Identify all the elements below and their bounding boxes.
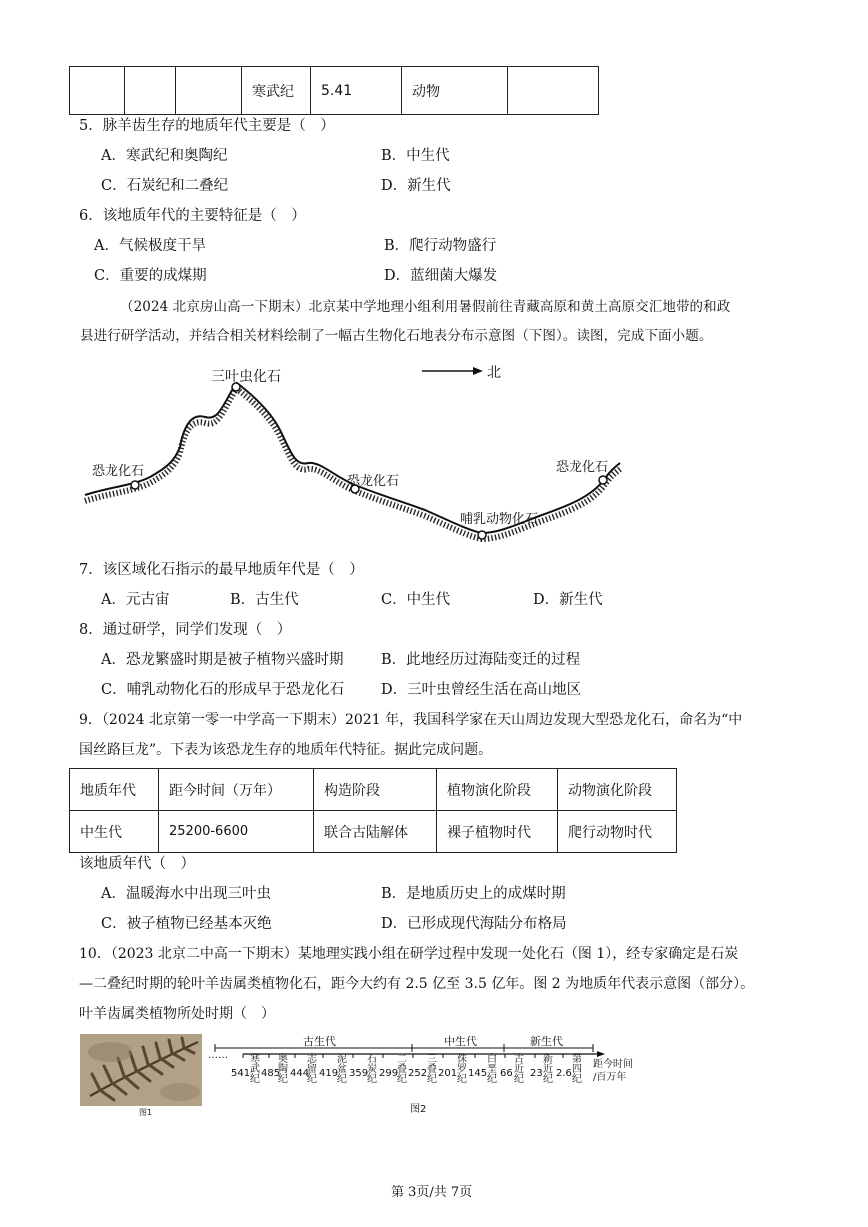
dino-left-point: [131, 481, 139, 489]
q5-stem: 5．脉羊齿生存的地质年代主要是（ ）: [79, 118, 335, 134]
q9-option-d: D．已形成现代海陆分布格局: [381, 916, 567, 932]
period-label: 泥盆纪: [337, 1054, 347, 1085]
age-number: 252: [408, 1068, 428, 1079]
north-label: 北: [487, 365, 501, 381]
table-cell: 裸子植物时代: [437, 811, 558, 853]
q10-line-2: —二叠纪时期的轮叶羊齿属类植物化石，距今大约有 2.5 亿至 3.5 亿年。图 2 为地质年代表示意图（部分）。: [79, 976, 755, 992]
q5-option-b: B．中生代: [381, 148, 450, 164]
dino-right-label: 恐龙化石: [556, 460, 609, 475]
age-number: 23: [530, 1068, 543, 1079]
fossil-distribution-diagram: [80, 355, 640, 550]
age-number: 541: [231, 1068, 251, 1079]
table-header: 动物演化阶段: [558, 769, 677, 811]
fossil-photo: [80, 1034, 202, 1106]
period-label: 二叠纪: [397, 1054, 407, 1085]
age-number: 66: [500, 1068, 513, 1079]
q6-option-b: B．爬行动物盛行: [384, 238, 497, 254]
q7-option-a: A．元古宙: [101, 592, 170, 608]
table-header: 构造阶段: [314, 769, 437, 811]
q6-option-a: A．气候极度干旱: [94, 238, 206, 254]
q9-option-c: C．被子植物已经基本灭绝: [101, 916, 272, 932]
age-number: 2.6: [556, 1068, 572, 1079]
intro-line-1: （2024 北京房山高一下期末）北京某中学地理小组利用暑假前往青藏高原和黄土高原交汇地带的和政: [120, 299, 731, 315]
age-number: 485: [261, 1068, 281, 1079]
period-label: 侏罗纪: [457, 1054, 467, 1085]
period-label: 奥陶纪: [278, 1054, 288, 1085]
q7-stem: 7．该区域化石指示的最早地质年代是（ ）: [79, 562, 364, 578]
table-header: 距今时间（万年）: [159, 769, 314, 811]
q10-line-1: 10．（2023 北京二中高一下期末）某地理实践小组在研学过程中发现一处化石（图 1），经专家确定是石炭: [79, 946, 739, 962]
q9-option-a: A．温暖海水中出现三叶虫: [101, 886, 271, 902]
age-number: 444: [290, 1068, 310, 1079]
axis-label-1: 距今时间: [593, 1059, 633, 1070]
table-cell: 25200-6600: [159, 811, 314, 853]
dino-mid-label: 恐龙化石: [347, 474, 400, 489]
period-label: 石炭纪: [367, 1054, 377, 1085]
q7-option-d: D．新生代: [533, 592, 603, 608]
q10-line-3: 叶羊齿属类植物所处时期（ ）: [79, 1006, 275, 1022]
table-cell: [176, 67, 242, 115]
table-cell: [508, 67, 599, 115]
q6-stem: 6．该地质年代的主要特征是（ ）: [79, 208, 306, 224]
age-number: 201: [438, 1068, 458, 1079]
period-label: 新近纪: [543, 1054, 553, 1085]
q9-option-b: B．是地质历史上的成煤时期: [381, 886, 566, 902]
age-number: 299: [379, 1068, 399, 1079]
era-cenozoic: 新生代: [530, 1035, 563, 1048]
dino-left-label: 恐龙化石: [92, 464, 145, 479]
period-label: 寒武纪: [250, 1054, 260, 1085]
period-label: 三叠纪: [427, 1054, 437, 1085]
era-paleozoic: 古生代: [303, 1035, 336, 1048]
mammal-point: [478, 531, 486, 539]
q5-option-a: A．寒武纪和奥陶纪: [101, 148, 228, 164]
fig1-caption: 图1: [139, 1108, 153, 1117]
q9-line-1: 9．（2024 北京第一零一中学高一下期末）2021 年，我国科学家在天山周边发现大型恐龙化石，命名为“中: [79, 712, 743, 728]
q6-option-c: C．重要的成煤期: [94, 268, 207, 284]
dino-right-point: [599, 476, 607, 484]
axis-label-2: /百万年: [593, 1072, 627, 1083]
table-cell: 中生代: [70, 811, 159, 853]
period-label: 白垩纪: [487, 1054, 497, 1085]
age-number: 145: [468, 1068, 488, 1079]
q8-option-a: A．恐龙繁盛时期是被子植物兴盛时期: [101, 652, 344, 668]
q7-option-c: C．中生代: [381, 592, 451, 608]
age-number: 359: [349, 1068, 369, 1079]
age-number: 419: [319, 1068, 339, 1079]
table-cell: 动物: [402, 67, 508, 115]
timeline-dots: ……: [208, 1050, 228, 1061]
q9-line-2: 国丝路巨龙”。下表为该恐龙生存的地质年代特征。据此完成问题。: [79, 742, 493, 758]
page-number: 第 3页/共 7页: [391, 1185, 473, 1200]
q6-option-d: D．蓝细菌大爆发: [384, 268, 498, 284]
q8-option-b: B．此地经历过海陆变迁的过程: [381, 652, 581, 668]
q9-table: [69, 768, 677, 853]
table-cell: 联合古陆解体: [314, 811, 437, 853]
q7-option-b: B．古生代: [230, 592, 299, 608]
table-header: 植物演化阶段: [437, 769, 558, 811]
intro-line-2: 县进行研学活动，并结合相关材料绘制了一幅古生物化石地表分布示意图（下图）。读图，完成下面小题。: [80, 328, 713, 344]
period-label: 古近纪: [514, 1054, 524, 1085]
q5-option-c: C．石炭纪和二叠纪: [101, 178, 229, 194]
table-cell: 5.41: [311, 67, 402, 115]
q8-stem: 8．通过研学，同学们发现（ ）: [79, 622, 292, 638]
q5-option-d: D．新生代: [381, 178, 451, 194]
terrain-profile: [85, 383, 620, 533]
trilobite-label: 三叶虫化石: [211, 369, 281, 385]
period-label: 第四纪: [572, 1054, 582, 1085]
q9-stem: 该地质年代（ ）: [79, 856, 195, 872]
q8-option-c: C．哺乳动物化石的形成早于恐龙化石: [101, 682, 345, 698]
table-cell: [125, 67, 176, 115]
era-mesozoic: 中生代: [444, 1035, 477, 1048]
mammal-label: 哺乳动物化石: [460, 512, 539, 527]
fig2-caption: 图2: [410, 1104, 427, 1115]
top-table: [69, 66, 599, 115]
table-cell: 寒武纪: [242, 67, 311, 115]
table-header: 地质年代: [70, 769, 159, 811]
table-cell: [70, 67, 125, 115]
table-cell: 爬行动物时代: [558, 811, 677, 853]
period-label: 志留纪: [307, 1054, 317, 1085]
q8-option-d: D．三叶虫曾经生活在高山地区: [381, 682, 582, 698]
